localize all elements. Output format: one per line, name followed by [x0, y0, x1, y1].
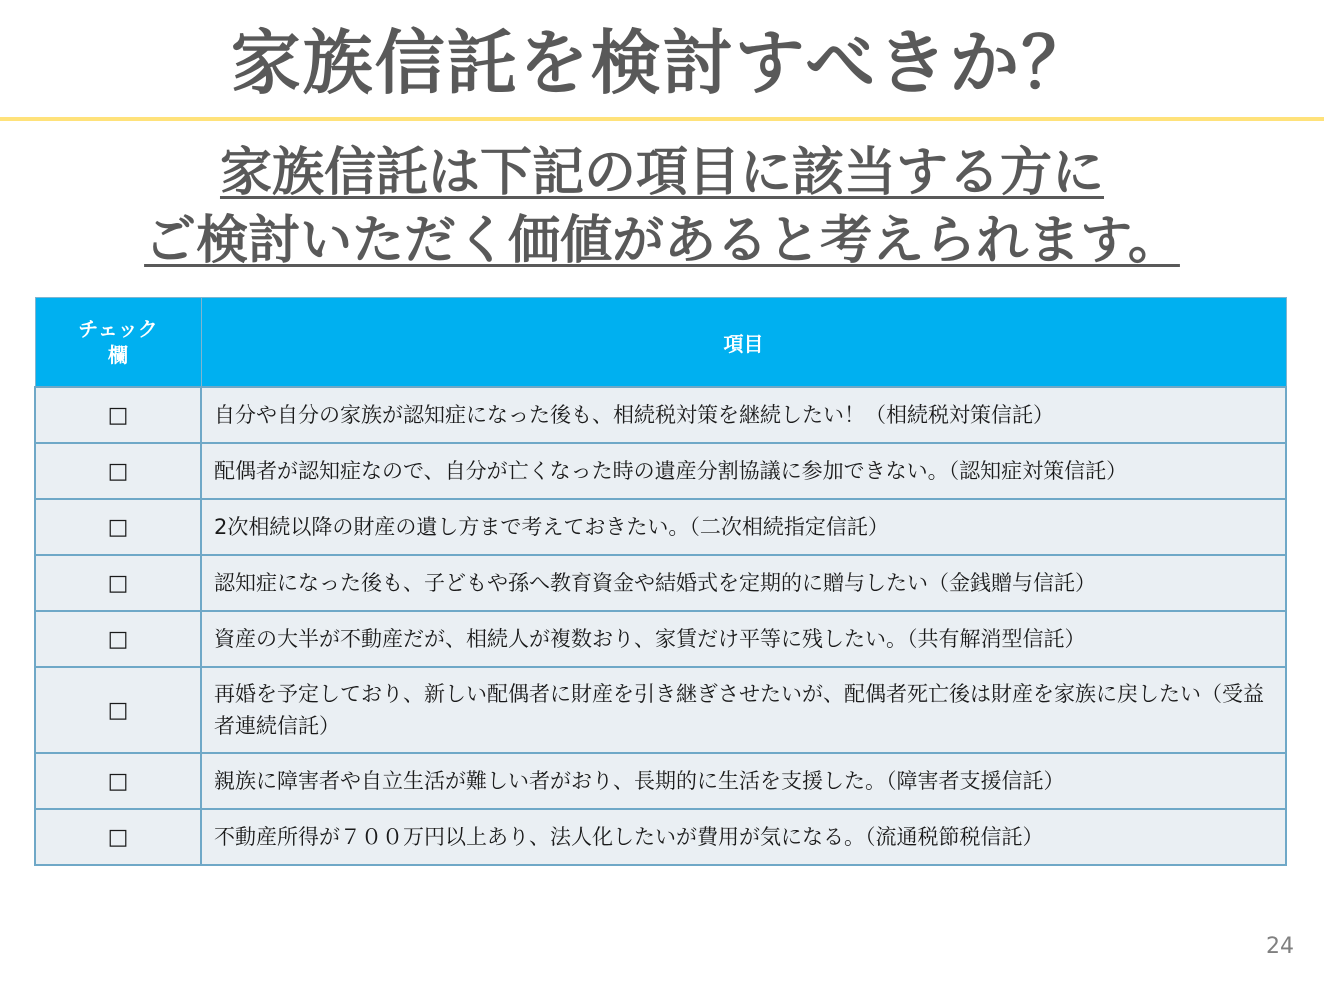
- table-row: [35, 753, 1286, 809]
- checkbox-cell[interactable]: □: [35, 809, 201, 865]
- subtitle-line-2-text: ご検討いただく価値があると考えられます。: [144, 211, 1180, 271]
- item-cell: 不動産所得が７００万円以上あり、法人化したいが費用が気になる。（流通税節税信託）: [201, 809, 1286, 865]
- table-header-row: [35, 298, 1286, 388]
- table-row: [35, 809, 1286, 865]
- item-cell: 自分や自分の家族が認知症になった後も、相続税対策を継続したい！（相続税対策信託）: [201, 387, 1286, 443]
- checkbox-cell[interactable]: □: [35, 499, 201, 555]
- subtitle-line-2: [0, 208, 1324, 274]
- item-cell: 認知症になった後も、子どもや孫へ教育資金や結婚式を定期的に贈与したい（金銭贈与信託）: [201, 555, 1286, 611]
- subtitle-line-1: [0, 140, 1324, 206]
- checkbox-cell[interactable]: □: [35, 555, 201, 611]
- checkbox-cell[interactable]: □: [35, 387, 201, 443]
- checkbox-cell[interactable]: □: [35, 753, 201, 809]
- table-row: [35, 611, 1286, 667]
- header-check-column: [35, 298, 201, 388]
- table-row: [35, 443, 1286, 499]
- checkbox-cell[interactable]: □: [35, 611, 201, 667]
- title-divider: [0, 117, 1324, 121]
- page-title: 家族信託を検討すべきか？: [230, 22, 1094, 104]
- checklist-table: [34, 297, 1287, 866]
- table-row: [35, 499, 1286, 555]
- checkbox-cell[interactable]: □: [35, 443, 201, 499]
- item-cell: 再婚を予定しており、新しい配偶者に財産を引き継ぎさせたいが、配偶者死亡後は財産を家族に戻したい（受益者連続信託）: [201, 667, 1286, 753]
- header-check-label-2: 欄: [108, 343, 128, 367]
- subtitle-line-1-text: 家族信託は下記の項目に該当する方に: [219, 143, 1104, 203]
- table-row: [35, 555, 1286, 611]
- table-row: [35, 667, 1286, 753]
- header-check-label-1: チェック: [78, 317, 158, 341]
- checkbox-cell[interactable]: □: [35, 667, 201, 753]
- item-cell: 2次相続以降の財産の遺し方まで考えておきたい。（二次相続指定信託）: [201, 499, 1286, 555]
- table-row: [35, 387, 1286, 443]
- item-cell: 配偶者が認知症なので、自分が亡くなった時の遺産分割協議に参加できない。（認知症対策信託）: [201, 443, 1286, 499]
- item-cell: 資産の大半が不動産だが、相続人が複数おり、家賃だけ平等に残したい。（共有解消型信託）: [201, 611, 1286, 667]
- header-item-column: 項目: [201, 298, 1286, 388]
- page-number: 24: [1266, 934, 1294, 959]
- item-cell: 親族に障害者や自立生活が難しい者がおり、長期的に生活を支援した。（障害者支援信託）: [201, 753, 1286, 809]
